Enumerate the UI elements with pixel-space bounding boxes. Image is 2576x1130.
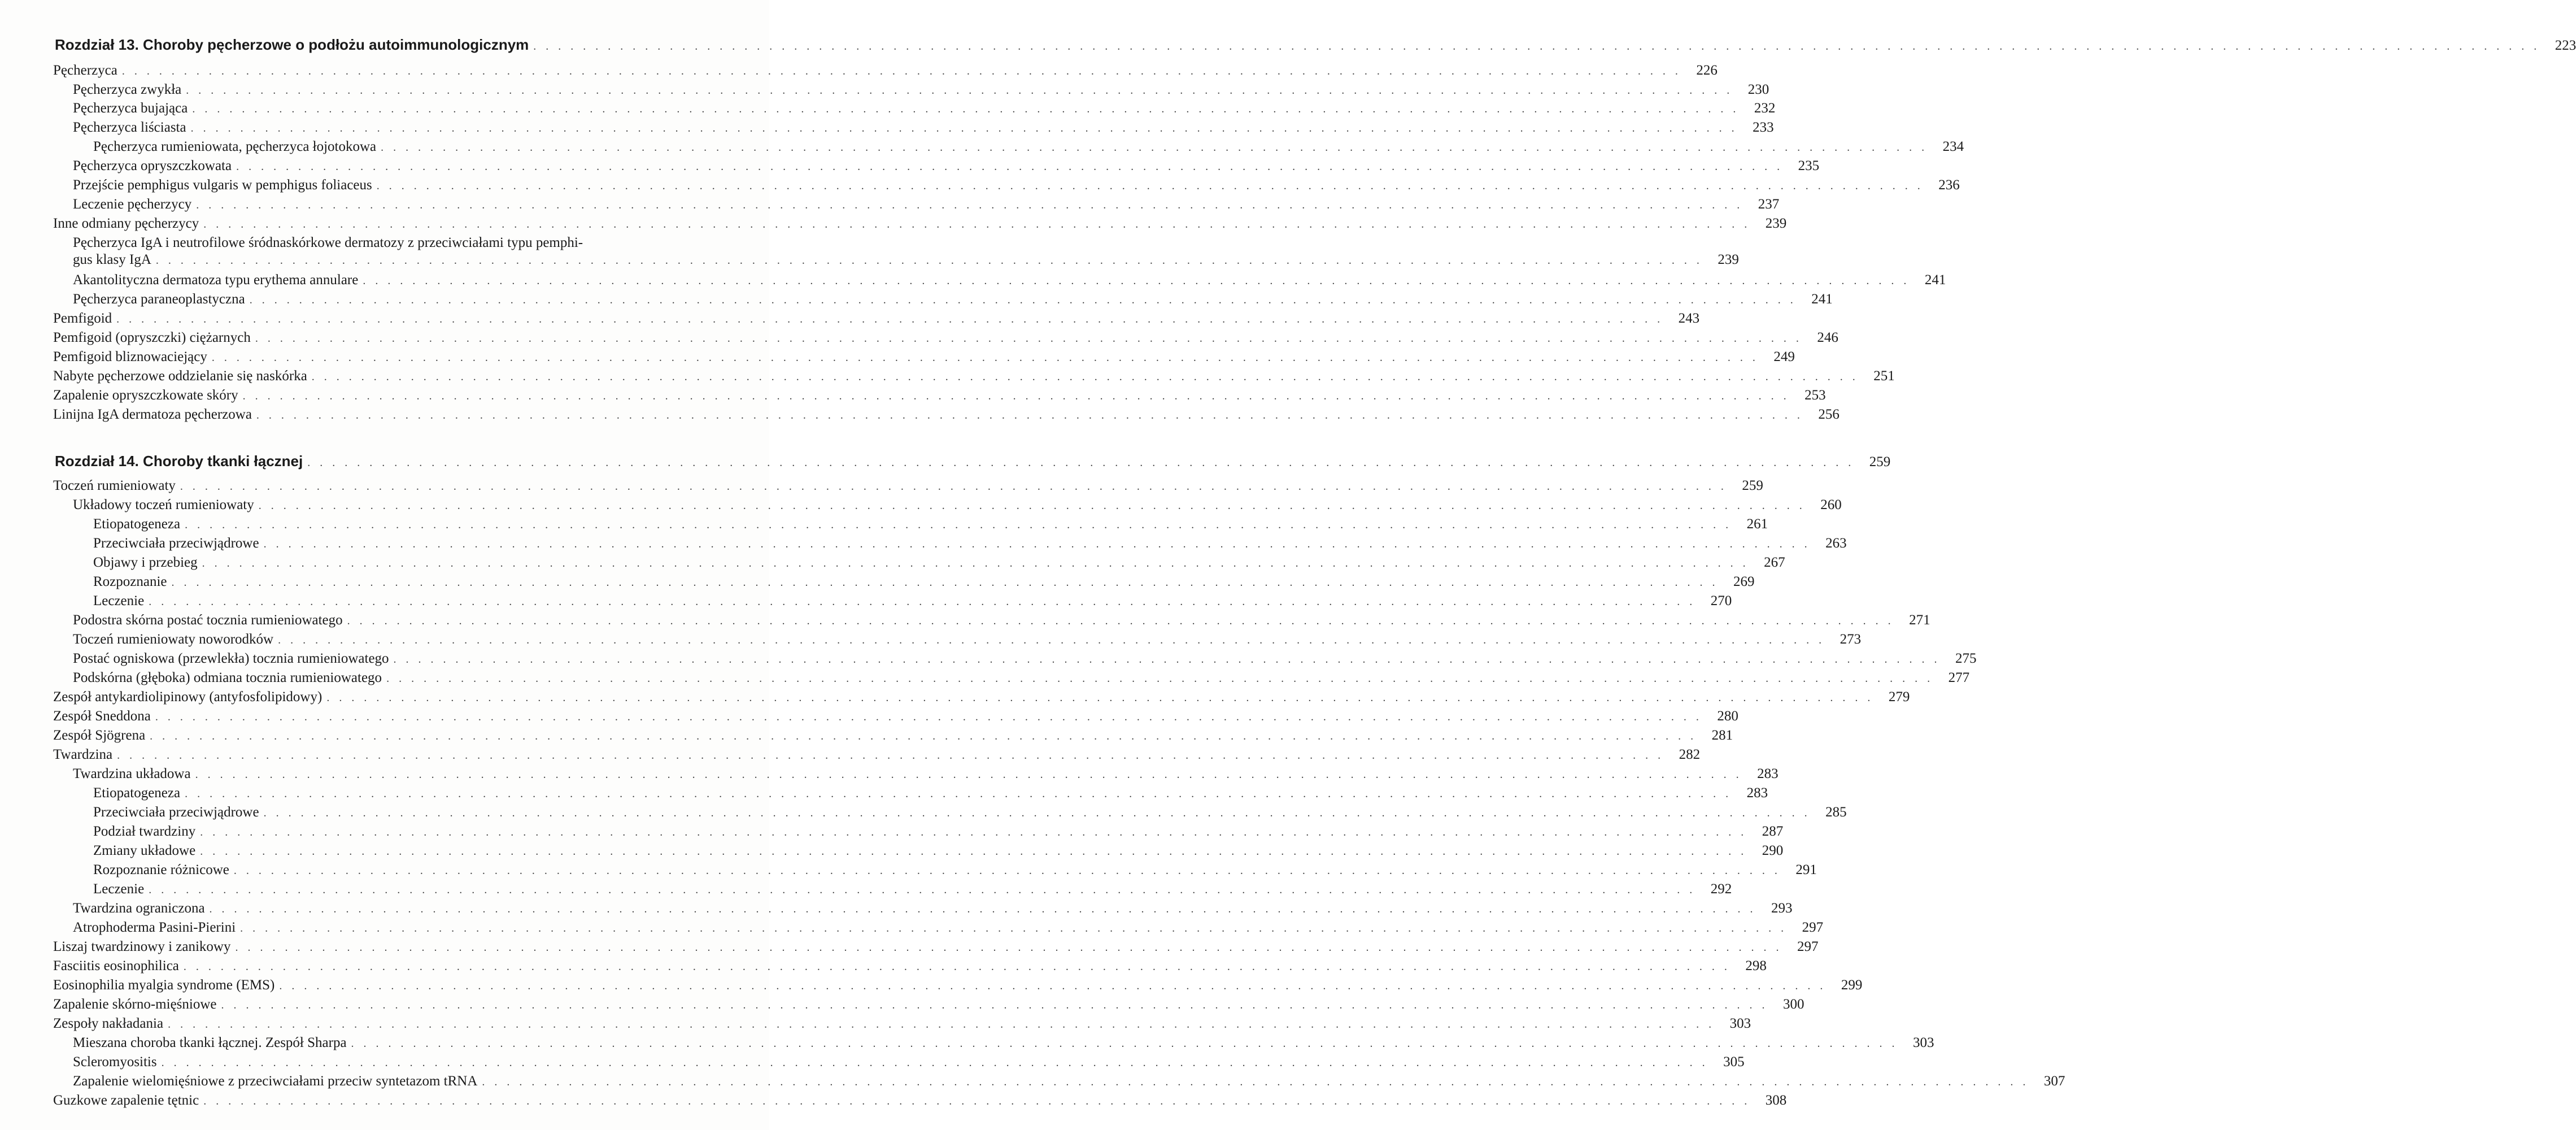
page-number: 293 (1771, 901, 1793, 916)
toc-entry[interactable] (0, 554, 1785, 572)
toc-entry[interactable] (0, 670, 1970, 687)
entry-title: Leczenie pęcherzycy (73, 197, 192, 212)
page-number: 291 (1795, 862, 1817, 877)
page-number: 261 (1746, 516, 1768, 532)
dot-leader: . . . . . . . . . . . . . . . . . . . . . . . . . . . . . . . . . . . . . . . . . . . . . . . . . . . . . . . . . . . . . . . . . . . . . . . . . . . . . . . . . . . . . . . . . . . . . . . . . . . . . . . . . . . . . . . . . . . . . . . . . . . . . (242, 390, 1790, 402)
toc-chapter-14[interactable] (0, 453, 1891, 471)
entry-title: Linijna IgA dermatoza pęcherzowa (53, 407, 252, 422)
entry-title: Pęcherzyca zwykła (73, 82, 182, 97)
toc-entry[interactable] (0, 785, 1768, 802)
dot-leader: . . . . . . . . . . . . . . . . . . . . . . . . . . . . . . . . . . . . . . . . . . . . . . . . . . . . . . . . . . . . . . . . . . . . . . . . . . . . . . . . . . . . . . . . . . . . . . . . . . . . . . . . . . . . . . . . . . . . . . . . . . . . . (150, 730, 1697, 742)
page-number: 277 (1948, 670, 1970, 685)
page-number: 235 (1798, 158, 1820, 173)
toc-entry[interactable] (0, 766, 1779, 783)
entry-title: Zapalenie skórno-mięśniowe (53, 997, 217, 1012)
dot-leader: . . . . . . . . . . . . . . . . . . . . . . . . . . . . . . . . . . . . . . . . . . . . . . . . . . . . . . . . . . . . . . . . . . . . . . . . . . . . . . . . . . . . . . . . . . . . . . . . . . . . . . . . . . . . . . . . . . . . . . . . . . . . . (482, 1076, 2029, 1088)
page-number: 299 (1841, 977, 1863, 993)
page-number: 287 (1762, 824, 1784, 839)
toc-entry[interactable] (0, 177, 1960, 194)
entry-title: Podział twardziny (93, 824, 196, 839)
dot-leader: . . . . . . . . . . . . . . . . . . . . . . . . . . . . . . . . . . . . . . . . . . . . . . . . . . . . . . . . . . . . . . . . . . . . . . . . . . . . . . . . . . . . . . . . . . . . . . . . . . . . . . . . . . . . . . . . . . . . . . . . . . . . . (233, 864, 1781, 877)
toc-entry[interactable] (0, 689, 1910, 706)
page-number: 237 (1758, 197, 1780, 212)
dot-leader: . . . . . . . . . . . . . . . . . . . . . . . . . . . . . . . . . . . . . . . . . . . . . . . . . . . . . . . . . . . . . . . . . . . . . . . . . . . . . . . . . . . . . . . . . . . . . . . . . . . . . . . . . . . . . . . . . . . . . . . . . . . . . (190, 122, 1738, 134)
dot-leader: . . . . . . . . . . . . . . . . . . . . . . . . . . . . . . . . . . . . . . . . . . . . . . . . . . . . . . . . . . . . . . . . . . . . . . . . . . . . . . . . . . . . . . . . . . . . . . . . . . . . . . . . . . . . . . . . . . . . . . . . . . . . . (200, 845, 1747, 858)
page-number: 297 (1797, 939, 1819, 954)
dot-leader: . . . . . . . . . . . . . . . . . . . . . . . . . . . . . . . . . . . . . . . . . . . . . . . . . . . . . . . . . . . . . . . . . . . . . . . . . . . . . . . . . . . . . . . . . . . . . . . . . . . . . . . . . . . . . . . . . . . . . . . . . . . . . (386, 672, 1934, 685)
entry-title: Zapalenie opryszczkowate skóry (53, 388, 238, 403)
toc-entry[interactable] (0, 746, 1701, 764)
dot-leader: . . . . . . . . . . . . . . . . . . . . . . . . . . . . . . . . . . . . . . . . . . . . . . . . . . . . . . . . . . . . . . . . . . . . . . . . . . . . . . . . . . . . . . . . . . . . . . . . . . . . . . . . . . . . . . . . . . . . . . . . . . . . . . (121, 65, 1681, 77)
dot-leader: . . . . . . . . . . . . . . . . . . . . . . . . . . . . . . . . . . . . . . . . . . . . . . . . . . . . . . . . . . . . . . . . . . . . . . . . . . . . . . . . . . . . . . . . . . . . . . . . . . . . . . . . . . . . . . . . . . . . . . . . . . . . . (307, 457, 1855, 469)
page-number: 253 (1804, 388, 1826, 403)
entry-title: Inne odmiany pęcherzycy (53, 216, 199, 231)
entry-title: Etiopatogeneza (93, 785, 181, 801)
dot-leader: . . . . . . . . . . . . . . . . . . . . . . . . . . . . . . . . . . . . . . . . . . . . . . . . . . . . . . . . . . . . . . . . . . . . . . . . . . . . . . . . . . . . . . . . . . . . . . . . . . . . . . . . . . . . . . . . . . . . . . . . . . . . . (363, 275, 1910, 287)
entry-title: Zespół Sjögrena (53, 728, 146, 743)
dot-leader: . . . . . . . . . . . . . . . . . . . . . . . . . . . . . . . . . . . . . . . . . . . . . . . . . . . . . . . . . . . . . . . . . . . . . . . . . . . . . . . . . . . . . . . . . . . . . . . . . . . . . . . . . . . . . . . . . . . . . . . . . . . . . (381, 141, 1928, 154)
page-number: 282 (1679, 747, 1701, 762)
page-number: 279 (1888, 689, 1910, 705)
toc-entry[interactable] (0, 272, 1946, 289)
dot-leader: . . . . . . . . . . . . . . . . . . . . . . . . . . . . . . . . . . . . . . . . . . . . . . . . . . . . . . . . . . . . . . . . . . . . . . . . . . . . . . . . . . . . . . . . . . . . . . . . . . . . . . . . . . . . . . . . . . . . . . . . . . . . . (196, 199, 1744, 211)
toc-entry[interactable] (0, 81, 1769, 99)
page-number: 281 (1711, 728, 1733, 743)
dot-leader: . . . . . . . . . . . . . . . . . . . . . . . . . . . . . . . . . . . . . . . . . . . . . . . . . . . . . . . . . . . . . . . . . . . . . . . . . . . . . . . . . . . . . . . . . . . . . . . . . . . . . . . . . . . . . . . . . . . . . . . . . . . . . (255, 332, 1802, 345)
toc-entry[interactable] (0, 593, 1732, 610)
entry-title: Pęcherzyca liściasta (73, 120, 186, 135)
page-number: 285 (1825, 805, 1847, 820)
dot-leader: . . . . . . . . . . . . . . . . . . . . . . . . . . . . . . . . . . . . . . . . . . . . . . . . . . . . . . . . . . . . . . . . . . . . . . . . . . . . . . . . . . . . . . . . . . . . . . . . . . . . . . . . . . . . . . . . . . . . . . . . . . . . . (186, 84, 1733, 97)
dot-leader: . . . . . . . . . . . . . . . . . . . . . . . . . . . . . . . . . . . . . . . . . . . . . . . . . . . . . . . . . . . . . . . . . . . . . . . . . . . . . . . . . . . . . . . . . . . . . . . . . . . . . . . . . . . . . . . . . . . . . . . . . . . . . (171, 576, 1719, 589)
page-number: 292 (1710, 881, 1732, 897)
entry-title: Pęcherzyca opryszczkowata (73, 158, 232, 173)
entry-title: Nabyte pęcherzowe oddzielanie się naskórka (53, 368, 307, 384)
entry-title: Rozpoznanie (93, 574, 167, 589)
toc-entry[interactable] (0, 958, 1767, 975)
page-number: 283 (1746, 785, 1768, 801)
dot-leader: . . . . . . . . . . . . . . . . . . . . . . . . . . . . . . . . . . . . . . . . . . . . . . . . . . . . . . . . . . . . . . . . . . . . . . . . . . . . . . . . . . . . . . . . . . . . . . . . . . . . . . . . . . . . . . . . . . . . . . . . . . . . . (202, 557, 1749, 570)
entry-title: Pemfigoid (53, 311, 112, 326)
entry-title: Fasciitis eosinophilica (53, 958, 179, 973)
entry-title: Atrophoderma Pasini-Pierini (73, 920, 236, 935)
toc-entry[interactable] (0, 573, 1755, 591)
chapter-title: Rozdział 14. Choroby tkanki łącznej (55, 453, 303, 470)
dot-leader: . . . . . . . . . . . . . . . . . . . . . . . . . . . . . . . . . . . . . . . . . . . . . . . . . . . . . . . . . . . . . . . . . . . . . . . . . . . . . . . . . . . . . . . . . . . . . . . . . . . . . . . . . . . . . . . . . . . . . . . . . . . . . (209, 903, 1756, 915)
toc-entry[interactable] (0, 842, 1784, 860)
dot-leader: . . . . . . . . . . . . . . . . . . . . . . . . . . . . . . . . . . . . . . . . . . . . . . . . . . . . . . . . . . . . . . . . . . . . . . . . . . . . . . . . . . . . . . . . . . . . . . . . . . . . . . . . . . . . . . . . . . . . . . . . . . . . . (168, 1018, 1715, 1031)
dot-leader: . . . . . . . . . . . . . . . . . . . . . . . . . . . . . . . . . . . . . . . . . . . . . . . . . . . . . . . . . . . . . . . . . . . . . . . . . . . . . . . . . . . . . . . . . . . . . . . . . . . . . . . . . . . . . . . . . . . . . . . . . . . . . (236, 160, 1784, 173)
toc-entry[interactable] (0, 291, 1833, 308)
dot-leader: . . . . . . . . . . . . . . . . . . . . . . . . . . . . . . . . . . . . . . . . . . . . . . . . . . . . . . . . . . . . . . . . . . . . . . . . . . . . . . . . . . . . . . . . . . . . . . . . . . . . . . . . . . . . . . . . . . . . . . . . . . . . . (347, 615, 1894, 627)
toc-entry[interactable] (0, 158, 1820, 175)
toc-entry[interactable] (0, 996, 1804, 1014)
dot-leader: . . . . . . . . . . . . . . . . . . . . . . . . . . . . . . . . . . . . . . . . . . . . . . . . . . . . . . . . . . . . . . . . . . . . . . . . . . . . . . . . . . . . . . . . . . . . . . . . . . . . . . . . . . . . . . . . . . . . . . . . . . . . . (221, 999, 1768, 1011)
dot-leader: . . . . . . . . . . . . . . . . . . . . . . . . . . . . . . . . . . . . . . . . . . . . . . . . . . . . . . . . . . . . . . . . . . . . . . . . . . . . . . . . . . . . . . . . . . . . . . . . . . . . . . . . . . . . . . . . . . . . . . . . . . . . . (185, 519, 1732, 531)
page-number: 269 (1733, 574, 1755, 589)
dot-leader: . . . . . . . . . . . . . . . . . . . . . . . . . . . . . . . . . . . . . . . . . . . . . . . . . . . . . . . . . . . . . . . . . . . . . . . . . . . . . . . . . . . . . . . . . . . . . . . . . . . . . . . . . . . . . . . . . . . . . . . . . . . . . (183, 960, 1731, 973)
entry-title: Pęcherzyca (53, 63, 117, 78)
page-number: 239 (1718, 252, 1739, 267)
page-number: 243 (1678, 311, 1700, 326)
toc-entry[interactable] (0, 650, 1977, 668)
dot-leader: . . . . . . . . . . . . . . . . . . . . . . . . . . . . . . . . . . . . . . . . . . . . . . . . . . . . . . . . . . . . . . . . . . . . . . . . . . . . . . . . . . . . . . . . . . . . . . . . . . . . . . . . . . . . . . . . . . . . . . . . . . . . . (279, 980, 1827, 992)
toc-chapter-13[interactable] (0, 36, 2576, 55)
page-number: 280 (1717, 709, 1738, 724)
chapter-title: Rozdział 13. Choroby pęcherzowe o podłożu autoimmunologicznym (55, 36, 529, 53)
page-number: 303 (1913, 1035, 1934, 1050)
entry-title: Toczeń rumieniowaty noworodków (73, 632, 274, 647)
page-number: 259 (1742, 478, 1763, 493)
entry-title-line1: Pęcherzyca IgA i neutrofilowe śródnaskórkowe dermatozy z przeciwciałami typu pemphi- (73, 235, 583, 250)
dot-leader: . . . . . . . . . . . . . . . . . . . . . . . . . . . . . . . . . . . . . . . . . . . . . . . . . . . . . . . . . . . . . . . . . . . . . . . . . . . . . . . . . . . . . . . . . . . . . . . . . . . . . . . . . . . . . . . . . . . . . . . . . . . . . (240, 922, 1788, 935)
page-number: 259 (1869, 454, 1891, 470)
dot-leader: . . . . . . . . . . . . . . . . . . . . . . . . . . . . . . . . . . . . . . . . . . . . . . . . . . . . . . . . . . . . . . . . . . . . . . . . . . . . . . . . . . . . . . . . . . . . . . . . . . . . . . . . . . . . . . . . . . . . . . . . . . . . . (278, 634, 1825, 646)
entry-title: Pemfigoid bliznowaciejący (53, 349, 207, 364)
entry-title-line2: gus klasy IgA (73, 252, 151, 267)
dot-leader: . . . . . . . . . . . . . . . . . . . . . . . . . . . . . . . . . . . . . . . . . . . . . . . . . . . . . . . . . . . . . . . . . . . . . . . . . . . . . . . . . . . . . . . . . . . . . . . . . . . . . . . . . . . . . . . . . . . . . . . . . . . . . (351, 1037, 1898, 1050)
page-number: 271 (1909, 612, 1930, 628)
page-number: 236 (1938, 177, 1960, 193)
toc-entry[interactable] (0, 804, 1847, 822)
toc-entry[interactable] (0, 900, 1793, 918)
entry-title: Zespół Sneddona (53, 709, 151, 724)
toc-entry[interactable] (0, 516, 1768, 533)
dot-leader: . . . . . . . . . . . . . . . . . . . . . . . . . . . . . . . . . . . . . . . . . . . . . . . . . . . . . . . . . . . . . . . . . . . . . . . . . . . . . . . . . . . . . . . . . . . . . . . . . . . . . . . . . . . . . . . . . . . . . . . . . . . . . (376, 180, 1924, 192)
toc-entry[interactable] (0, 823, 1784, 841)
page-number: 270 (1710, 593, 1732, 609)
entry-title: Toczeń rumieniowaty (53, 478, 176, 493)
dot-leader: . . . . . . . . . . . . . . . . . . . . . . . . . . . . . . . . . . . . . . . . . . . . . . . . . . . . . . . . . . . . . . . . . . . . . . . . . . . . . . . . . . . . . . . . . . . . . . . . . . . . . . . . . . . . . . . . . . . . . . . . . . . . . (200, 826, 1747, 838)
toc-entry[interactable] (0, 727, 1733, 745)
page-number: 246 (1817, 330, 1838, 345)
dot-leader: . . . . . . . . . . . . . . . . . . . . . . . . . . . . . . . . . . . . . . . . . . . . . . . . . . . . . . . . . . . . . . . . . . . . . . . . . . . . . . . . . . . . . . . . . . . . . . . . . . . . . . . . . . . . . . . . . . . . . . . . . . . . . (161, 1057, 1708, 1069)
toc-entry[interactable] (0, 535, 1847, 553)
toc-entry[interactable] (0, 1015, 1751, 1033)
entry-title: Pęcherzyca paraneoplastyczna (73, 292, 245, 307)
entry-title: Twardzina (53, 747, 113, 762)
dot-leader: . . . . . . . . . . . . . . . . . . . . . . . . . . . . . . . . . . . . . . . . . . . . . . . . . . . . . . . . . . . . . . . . . . . . . . . . . . . . . . . . . . . . . . . . . . . . . . . . . . . . . . . . . . . . . . . . . . . . . . . . . . . . . (180, 480, 1727, 493)
page-number: 267 (1764, 555, 1785, 570)
page-number: 226 (1696, 63, 1718, 78)
entry-title: Eosinophilia myalgia syndrome (EMS) (53, 977, 275, 993)
entry-title: Rozpoznanie różnicowe (93, 862, 229, 877)
page-number: 251 (1873, 368, 1895, 384)
dot-leader: . . . . . . . . . . . . . . . . . . . . . . . . . . . . . . . . . . . . . . . . . . . . . . . . . . . . . . . . . . . . . . . . . . . . . . . . . . . . . . . . . . . . . . . . . . . . . . . . . . . . . . . . . . . . . . . . . . . . . . . . . . . . . (185, 788, 1732, 800)
entry-title: Podostra skórna postać tocznia rumieniowatego (73, 612, 343, 628)
toc-entry[interactable] (0, 977, 1863, 994)
toc-entry[interactable] (0, 1035, 1934, 1052)
entry-title: Przeciwciała przeciwjądrowe (93, 805, 259, 820)
page-number: 298 (1745, 958, 1767, 973)
toc-entry[interactable] (0, 406, 1840, 424)
toc-entry[interactable] (0, 368, 1895, 385)
page-number: 303 (1729, 1016, 1751, 1031)
toc-entry[interactable] (0, 938, 1819, 956)
entry-title: Pęcherzyca rumieniowata, pęcherzyca łojotokowa (93, 139, 377, 154)
entry-title: Twardzina układowa (73, 766, 191, 781)
dot-leader: . . . . . . . . . . . . . . . . . . . . . . . . . . . . . . . . . . . . . . . . . . . . . . . . . . . . . . . . . . . . . . . . . . . . . . . . . . . . . . . . . . . . . . . . . . . . . . . . . . . . . . . . . . . . . . . . . . . . . . . . . . . . . (258, 499, 1806, 512)
page-number: 241 (1924, 272, 1946, 288)
dot-leader: . . . . . . . . . . . . . . . . . . . . . . . . . . . . . . . . . . . . . . . . . . . . . . . . . . . . . . . . . . . . . . . . . . . . . . . . . . . . . . . . . . . . . . . . . . . . . . . . . . . . . . . . . . . . . . . . . . . . . . . . . . . . . (249, 294, 1797, 306)
page-number: 230 (1747, 82, 1769, 97)
toc-entry[interactable] (0, 62, 1718, 80)
entry-title: Zespoły nakładania (53, 1016, 164, 1031)
dot-leader: . . . . . . . . . . . . . . . . . . . . . . . . . . . . . . . . . . . . . . . . . . . . . . . . . . . . . . . . . . . . . . . . . . . . . . . . . . . . . . . . . . . . . . . . . . . . . . . . . . . . . . . . . . . . . . . . . . . . . . . . . . . . . (117, 749, 1664, 762)
page-number: 307 (2043, 1074, 2065, 1089)
dot-leader: . . . . . . . . . . . . . . . . . . . . . . . . . . . . . . . . . . . . . . . . . . . . . . . . . . . . . . . . . . . . . . . . . . . . . . . . . . . . . . . . . . . . . . . . . . . . . . . . . . . . . . . . . . . . . . . . . . . . . . . . . . . . . (149, 884, 1696, 896)
entry-title: Postać ogniskowa (przewlekła) tocznia rumieniowatego (73, 651, 389, 666)
toc-entry[interactable] (0, 497, 1842, 514)
dot-leader: . . . . . . . . . . . . . . . . . . . . . . . . . . . . . . . . . . . . . . . . . . . . . . . . . . . . . . . . . . . . . . . . . . . . . . . . . . . . . . . . . . . . . . . . . . . . . . . . . . . . . . . . . . . . . . . . . . . . . . . . . . . . . (326, 692, 1874, 704)
page-number: 297 (1802, 920, 1824, 935)
dot-leader: . . . . . . . . . . . . . . . . . . . . . . . . . . . . . . . . . . . . . . . . . . . . . . . . . . . . . . . . . . . . . . . . . . . . . . . . . . . . . . . . . . . . . . . . . . . . . . . . . . . . . . . . . . . . . . . . . . . . . . . . . . . . . (311, 371, 1859, 383)
entry-title: Guzkowe zapalenie tętnic (53, 1093, 199, 1108)
toc-entry[interactable] (0, 234, 1739, 269)
entry-title: Liszaj twardzinowy i zanikowy (53, 939, 231, 954)
toc-entry[interactable] (0, 119, 1774, 137)
entry-title: Zmiany układowe (93, 843, 196, 858)
entry-title: Przejście pemphigus vulgaris w pemphigus foliaceus (73, 177, 372, 193)
toc-entry[interactable] (0, 1073, 2065, 1090)
toc-entry[interactable] (0, 138, 1964, 156)
toc-entry[interactable] (0, 100, 1776, 118)
toc-entry[interactable] (0, 919, 1824, 937)
toc-entry[interactable] (0, 708, 1738, 725)
dot-leader: . . . . . . . . . . . . . . . . . . . . . . . . . . . . . . . . . . . . . . . . . . . . . . . . . . . . . . . . . . . . . . . . . . . . . . . . . . . . . . . . . . . . . . . . . . . . . . . . . . . . . . . . . . . . . . . . . . . . . . . . . . . . . (149, 596, 1696, 608)
toc-entry[interactable] (0, 477, 1763, 495)
dot-leader: . . . . . . . . . . . . . . . . . . . . . . . . . . . . . . . . . . . . . . . . . . . . . . . . . . . . . . . . . . . . . . . . . . . . . . . . . . . . . . . . . . . . . . . . . . . . . . . . . . . . . . . . . . . . . . . . . . . . . . . . . . . . . (263, 538, 1811, 550)
dot-leader: . . . . . . . . . . . . . . . . . . . . . . . . . . . . . . . . . . . . . . . . . . . . . . . . . . . . . . . . . . . . . . . . . . . . . . . . . . . . . . . . . . . . . . . . . . . . . . . . . . . . . . . . . . . . . . . . . . . . . . . . . . . . . (256, 409, 1803, 421)
page-number: 234 (1942, 139, 1964, 154)
entry-title: Pęcherzyca bujająca (73, 101, 188, 116)
entry-title: Scleromyositis (73, 1054, 157, 1070)
entry-title: Etiopatogeneza (93, 516, 181, 532)
page-number: 273 (1840, 632, 1862, 647)
dot-leader: . . . . . . . . . . . . . . . . . . . . . . . . . . . . . . . . . . . . . . . . . . . . . . . . . . . . . . . . . . . . . . . . . . . . . . . . . . . . . . . . . . . . . . . . . . . . . . . . . . . . . . . . . . . . . . . . . . . . . . . . . . . . . (211, 351, 1759, 364)
page-number: 290 (1762, 843, 1784, 858)
dot-leader: . . . . . . . . . . . . . . . . . . . . . . . . . . . . . . . . . . . . . . . . . . . . . . . . . . . . . . . . . . . . . . . . . . . . . . . . . . . . . . . . . . . . . . . . . . . . . . . . . . . . . . . . . . . . . . . . . . . . . . . . . . . . . (203, 1095, 1751, 1107)
toc-entry[interactable] (0, 310, 1700, 328)
entry-title: Akantolityczna dermatoza typu erythema annulare (73, 272, 359, 288)
toc-entry[interactable] (0, 349, 1795, 366)
toc-entry[interactable] (0, 1054, 1745, 1071)
entry-title: Zespół antykardiolipinowy (antyfosfolipidowy) (53, 689, 322, 705)
toc-entry[interactable] (0, 881, 1732, 898)
toc-entry[interactable] (0, 612, 1930, 629)
page-number: 308 (1765, 1093, 1787, 1108)
toc-entry[interactable] (0, 215, 1787, 233)
page-number: 300 (1783, 997, 1804, 1012)
toc-entry[interactable] (0, 196, 1780, 214)
dot-leader: . . . . . . . . . . . . . . . . . . . . . . . . . . . . . . . . . . . . . . . . . . . . . . . . . . . . . . . . . . . . . . . . . . . . . . . . . . . . . . . . . . . . . . . . . . . . . . . . . . . . . . . . . . . . . . . . . . . . . . . . . . . . . (263, 807, 1811, 819)
entry-title: Twardzina ograniczona (73, 901, 205, 916)
dot-leader: . . . . . . . . . . . . . . . . . . . . . . . . . . . . . . . . . . . . . . . . . . . . . . . . . . . . . . . . . . . . . . . . . . . . . . . . . . . . . . . . . . . . . . . . . . . . . . . . . . . . . . . . . . . . . . . . . . . . . . . . . . . . . (235, 941, 1782, 954)
toc-entry[interactable] (0, 329, 1838, 347)
toc-entry[interactable] (0, 1092, 1787, 1110)
page-number: 223 (2555, 38, 2576, 53)
dot-leader: . . . . . . . . . . . . . . . . . . . . . . . . . . . . . . . . . . . . . . . . . . . . . . . . . . . . . . . . . . . . . . . . . . . . . . . . . . . . . . . . . . . . . . . . . . . . . . . . . . . . . . . . . . . . . . . . . . . . . . . . . . . . . (155, 711, 1702, 723)
dot-leader: . . . . . . . . . . . . . . . . . . . . . . . . . . . . . . . . . . . . . . . . . . . . . . . . . . . . . . . . . . . . . . . . . . . . . . . . . . . . . . . . . . . . . . . . . . . . . . . . . . . . . . . . . . . . . . . . . . . . . . . . . . . . . (203, 218, 1751, 231)
entry-title: Objawy i przebieg (93, 555, 198, 570)
page-number: 305 (1723, 1054, 1745, 1070)
entry-title: Podskórna (głęboka) odmiana tocznia rumieniowatego (73, 670, 382, 685)
entry-title: Układowy toczeń rumieniowaty (73, 497, 254, 512)
dot-leader: . . . . . . . . . . . . . . . . . . . . . . . . . . . . . . . . . . . . . . . . . . . . . . . . . . . . . . . . . . . . . . . . . . . . . . . . . . . . . . . . . . . . . . . . . . . . . . . . . . . . . . . . . . . . . . . . . . . . . . . . . . . . . (192, 103, 1740, 115)
page-number: 232 (1754, 101, 1776, 116)
dot-leader: . . . . . . . . . . . . . . . . . . . . . . . . . . . . . . . . . . . . . . . . . . . . . . . . . . . . . . . . . . . . . . . . . . . . . . . . . . . . . . . . . . . . . . . . . . . . . . . . . . . . . . . . . . . . . . . . . . . . . . . . . . . . . (393, 653, 1941, 666)
entry-title: Pemfigoid (opryszczki) ciężarnych (53, 330, 251, 345)
dot-leader: . . . . . . . . . . . . . . . . . . . . . . . . . . . . . . . . . . . . . . . . . . . . . . . . . . . . . . . . . . . . . . . . . . . . . . . . . . . . . . . . . . . . . . . . . . . . . . . . . . . . . . . . . . . . . . . . . . . . . . . . . . . . . (195, 768, 1742, 781)
entry-title: Leczenie (93, 881, 145, 897)
page-number: 256 (1818, 407, 1840, 422)
entry-title: Leczenie (93, 593, 145, 609)
toc-entry[interactable] (0, 387, 1826, 405)
page-number: 239 (1765, 216, 1787, 231)
page-number: 263 (1825, 536, 1847, 551)
page-number: 283 (1757, 766, 1779, 781)
page-number: 275 (1955, 651, 1977, 666)
page-number: 233 (1753, 120, 1774, 135)
dot-leader: . . . . . . . . . . . . . . . . . . . . . . . . . . . . . . . . . . . . . . . . . . . . . . . . . . . . . . . . . . . . . . . . . . . . . . . . . . . . . . . . . . . . . . . . . . . . . . . . . . . . . . . . . . . . . . . . . . . . . . . . . . . . . (155, 254, 1703, 267)
toc-entry[interactable] (0, 631, 1862, 649)
page-number: 260 (1820, 497, 1842, 512)
page-number: 249 (1773, 349, 1795, 364)
dot-leader: . . . . . . . . . . . . . . . . . . . . . . . . . . . . . . . . . . . . . . . . . . . . . . . . . . . . . . . . . . . . . . . . . . . . . . . . . . . . . . . . . . . . . . . . . . . . . . . . . . . . . . . . . . . . . . . . . . . . . . . . . . . . . . . . . . . . . . . . . . . . . . . . . . . . . . . . . . . . . . . . . . (533, 40, 2540, 53)
entry-title: Mieszana choroba tkanki łącznej. Zespół Sharpa (73, 1035, 347, 1050)
page-number: 241 (1811, 292, 1833, 307)
dot-leader: . . . . . . . . . . . . . . . . . . . . . . . . . . . . . . . . . . . . . . . . . . . . . . . . . . . . . . . . . . . . . . . . . . . . . . . . . . . . . . . . . . . . . . . . . . . . . . . . . . . . . . . . . . . . . . . . . . . . . . . . . . . . . (116, 313, 1664, 325)
entry-title: Przeciwciała przeciwjądrowe (93, 536, 259, 551)
toc-entry[interactable] (0, 862, 1817, 879)
entry-title: Zapalenie wielomięśniowe z przeciwciałami przeciw syntetazom tRNA (73, 1074, 478, 1089)
